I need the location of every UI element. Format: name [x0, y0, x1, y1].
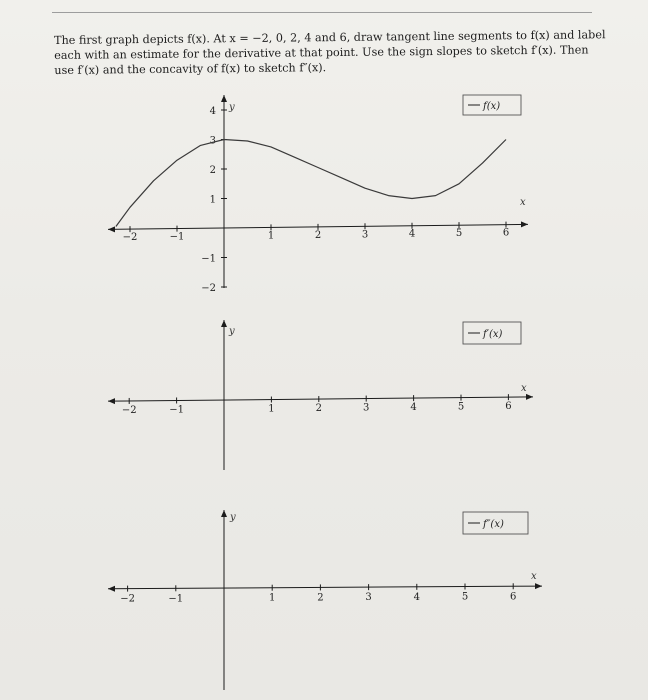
x-tick-label: 1: [268, 403, 275, 415]
x-axis-arrow: [535, 583, 542, 589]
x-tick-label: −1: [169, 231, 185, 243]
x-tick-label: −2: [121, 404, 137, 416]
x-axis-letter: x: [521, 383, 527, 394]
x-tick-label: −1: [168, 593, 184, 605]
x-axis-arrow: [108, 226, 115, 232]
x-tick-label: 6: [505, 401, 512, 413]
x-tick-label: −1: [169, 404, 184, 416]
x-tick-label: 3: [365, 592, 372, 604]
x-tick-label: 6: [510, 591, 517, 603]
f-curve: [116, 140, 506, 227]
x-axis-arrow: [526, 394, 533, 400]
problem-line: The first graph depicts f(x). At x = −2, 0, 2, 4 and 6, draw tangent line segments to f(x) and label: [54, 28, 606, 47]
y-axis-letter: y: [229, 102, 235, 113]
x-axis-arrow: [108, 398, 115, 404]
x-tick-label: −2: [120, 593, 135, 605]
y-tick-label: 1: [209, 194, 216, 206]
x-tick-label: 2: [314, 229, 322, 241]
x-axis-arrow: [108, 586, 115, 592]
x-axis-letter: x: [520, 197, 526, 208]
x-tick-label: 1: [267, 230, 275, 242]
x-tick-label: 5: [461, 591, 469, 603]
y-axis-arrow: [221, 510, 227, 517]
x-tick-label: 3: [361, 229, 369, 241]
y-tick-label: 2: [209, 165, 216, 176]
y-tick-label: −2: [201, 283, 216, 294]
x-tick-label: 4: [408, 228, 416, 240]
x-tick-label: 4: [413, 591, 420, 603]
y-tick-label: −1: [201, 253, 216, 265]
legend-label: f″(x): [483, 519, 504, 530]
problem-line: use f′(x) and the concavity of f(x) to sketch f″(x).: [54, 61, 327, 77]
x-tick-label: 5: [455, 228, 463, 240]
x-tick-label: 3: [363, 402, 370, 414]
legend-label: f(x): [483, 101, 501, 112]
y-axis-arrow: [221, 95, 227, 102]
problem-line: each with an estimate for the derivative at that point. Use the sign slopes to sketch f′(x). Then: [54, 43, 589, 62]
x-tick-label: 4: [410, 402, 417, 414]
graph-3: [108, 510, 542, 690]
x-tick-label: 2: [315, 403, 322, 415]
x-tick-label: 2: [317, 592, 324, 604]
x-axis: [108, 586, 542, 589]
y-axis-arrow: [221, 320, 227, 327]
x-tick-label: −2: [122, 232, 138, 244]
graph-1: [108, 95, 528, 294]
legend-label: f′(x): [483, 329, 503, 340]
y-tick-label: 4: [209, 106, 216, 117]
x-tick-label: 1: [269, 592, 276, 604]
graph-2: [108, 320, 533, 470]
y-tick-label: 3: [209, 135, 216, 147]
x-tick-label: 5: [457, 401, 465, 413]
y-axis-letter: y: [230, 512, 236, 523]
x-axis: [108, 397, 533, 401]
x-axis-arrow: [521, 221, 528, 227]
x-axis-letter: x: [531, 571, 537, 582]
y-axis-letter: y: [229, 326, 235, 337]
x-tick-label: 6: [502, 227, 510, 239]
